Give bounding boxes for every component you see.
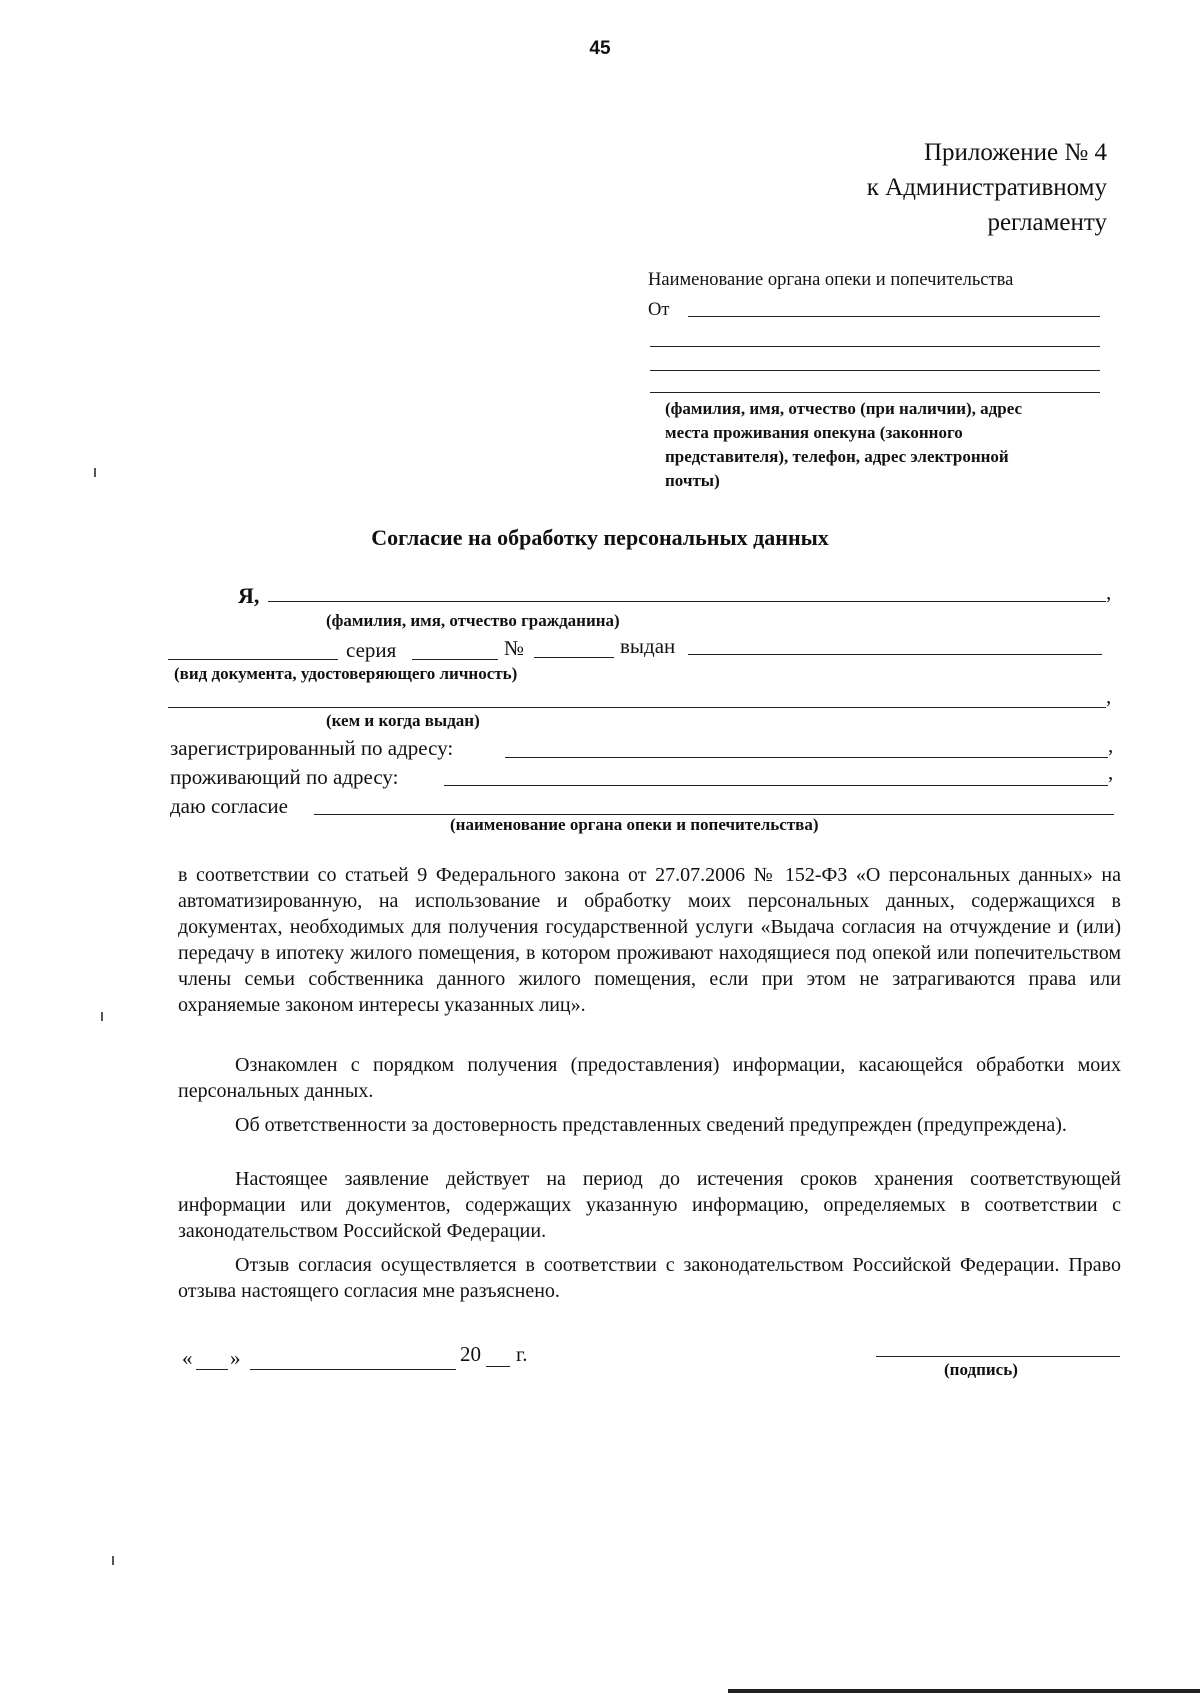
scan-edge-bar xyxy=(728,1689,1200,1693)
body-paragraph-2: Ознакомлен с порядком получения (предоставления) информации, касающейся обработки моих персональных данных. xyxy=(178,1054,1121,1102)
name-comma: , xyxy=(1106,580,1112,604)
series-label: серия xyxy=(346,638,397,662)
issued-by-line xyxy=(168,707,1106,708)
registered-line xyxy=(505,757,1108,758)
from-hint-1: (фамилия, имя, отчество (при наличии), адрес xyxy=(665,399,1022,418)
body-paragraph-1: в соответствии со статьей 9 Федерального закона от 27.07.2006 № 152-ФЗ «О персональных данных» на автоматизированную, на использование и обработку моих персональных данных, содержащихся в документах, необходимых для получения государственной услуги «Выдача согласия на отчуждение и (или) передачу в ипотеку жилого помещения, в котором проживают находящиеся под опекой или попечительством члены семьи собственника данного жилого помещения, если при этом не затрагиваются права или охраняемые законом интересы указанных лиц». xyxy=(178,864,1121,1016)
year-suffix: г. xyxy=(516,1342,528,1366)
consent-hint: (наименование органа опеки и попечительства) xyxy=(450,815,819,834)
authority-label: Наименование органа опеки и попечительства xyxy=(648,270,1014,290)
residing-label: проживающий по адресу: xyxy=(170,765,399,789)
from-hint-2: места проживания опекуна (законного xyxy=(665,423,963,442)
body-paragraph-4: Настоящее заявление действует на период до истечения сроков хранения соответствующей информации или документов, содержащих указанную информацию, определяемых в соответствии с законодательством Российской Федерации. xyxy=(178,1168,1121,1242)
date-day-line xyxy=(196,1369,228,1370)
date-month-line xyxy=(250,1369,456,1370)
appendix-line-1: Приложение № 4 xyxy=(923,139,1107,166)
consent-label: даю согласие xyxy=(170,794,288,818)
number-label: № xyxy=(504,636,525,660)
issued-by-comma: , xyxy=(1106,684,1112,708)
from-label: От xyxy=(648,300,670,320)
residing-line xyxy=(444,785,1108,786)
scan-mark-1 xyxy=(94,468,96,477)
series-line xyxy=(412,659,498,660)
i-label: Я, xyxy=(238,583,260,608)
scan-mark-3 xyxy=(112,1556,114,1565)
year-prefix: 20 xyxy=(460,1342,481,1366)
name-line xyxy=(268,601,1106,602)
body-paragraph-5: Отзыв согласия осуществляется в соответствии с законодательством Российской Федерации. Право отзыва настоящего согласия мне разъяснено. xyxy=(178,1254,1121,1302)
signature-line xyxy=(876,1356,1120,1357)
number-line xyxy=(534,657,614,658)
from-line-2 xyxy=(650,346,1100,347)
registered-comma: , xyxy=(1108,733,1114,757)
appendix-line-2: к Административному xyxy=(866,174,1107,201)
issued-by-hint: (кем и когда выдан) xyxy=(326,711,480,730)
from-hint-4: почты) xyxy=(665,471,720,490)
signature-hint: (подпись) xyxy=(944,1360,1018,1379)
from-hint-3: представителя), телефон, адрес электронной xyxy=(665,447,1009,466)
from-line-3 xyxy=(650,370,1100,371)
scan-mark-2 xyxy=(101,1012,103,1021)
from-line-1 xyxy=(688,316,1100,317)
registered-label: зарегистрированный по адресу: xyxy=(170,736,454,760)
document-title: Согласие на обработку персональных данных xyxy=(371,525,829,550)
year-line xyxy=(486,1366,510,1367)
doc-hint: (вид документа, удостоверяющего личность) xyxy=(174,664,518,683)
issued-label: выдан xyxy=(620,634,676,658)
from-line-4 xyxy=(650,392,1100,393)
page-number: 45 xyxy=(589,38,611,59)
body-paragraph-3: Об ответственности за достоверность представленных сведений предупрежден (предупреждена). xyxy=(235,1114,1067,1136)
date-quote-close: » xyxy=(230,1346,241,1370)
residing-comma: , xyxy=(1108,760,1114,784)
date-quote-open: « xyxy=(182,1346,193,1370)
name-hint: (фамилия, имя, отчество гражданина) xyxy=(326,611,620,630)
issued-line xyxy=(688,654,1102,655)
appendix-line-3: регламенту xyxy=(987,209,1107,236)
doc-type-line xyxy=(168,659,338,660)
